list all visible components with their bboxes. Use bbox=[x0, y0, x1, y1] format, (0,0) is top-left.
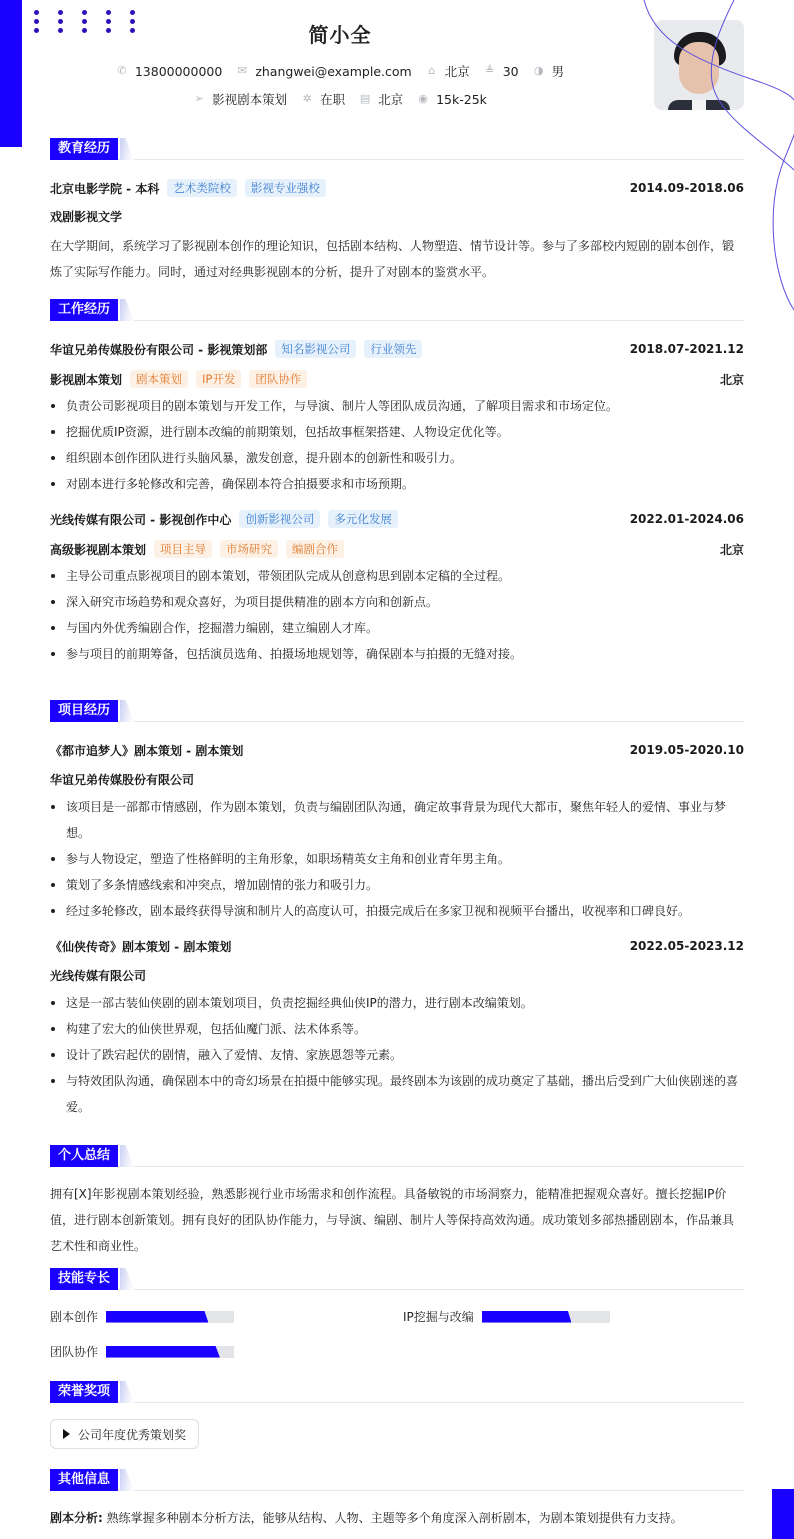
section-title-work bbox=[50, 299, 744, 321]
role-tag: 剧本策划 bbox=[130, 370, 188, 388]
role-title: 高级影视剧本策划 bbox=[50, 542, 147, 557]
project-bullets bbox=[50, 794, 744, 924]
section-title-text: 荣誉奖项 bbox=[50, 1381, 118, 1403]
role-tag: IP开发 bbox=[196, 370, 241, 388]
projects-section bbox=[50, 700, 744, 1120]
location-value: 北京 bbox=[444, 64, 470, 79]
contact-row bbox=[0, 62, 680, 80]
work-section bbox=[50, 299, 744, 667]
project-item bbox=[50, 740, 744, 924]
age-value: 30 bbox=[502, 63, 519, 79]
project-name: 《都市追梦人》剧本策划 - 剧本策划 bbox=[50, 743, 244, 758]
section-title-text: 技能专长 bbox=[50, 1268, 118, 1290]
skill-item bbox=[50, 1308, 403, 1325]
gender-icon: ◑ bbox=[533, 64, 544, 77]
project-header-row bbox=[50, 936, 744, 956]
work-company-row bbox=[50, 339, 744, 359]
send-icon: ➢ bbox=[194, 92, 204, 105]
salary-value: 15k-25k bbox=[436, 91, 487, 107]
gender-item bbox=[533, 62, 565, 80]
role-tag: 项目主导 bbox=[154, 540, 212, 558]
project-date: 2022.05-2023.12 bbox=[629, 939, 744, 953]
school-name: 北京电影学院 - 本科 bbox=[50, 181, 160, 196]
work-role-row bbox=[50, 369, 744, 389]
salary-item bbox=[417, 92, 487, 107]
gender-value: 男 bbox=[551, 64, 565, 79]
bullet-item: 主导公司重点影视项目的剧本策划，带领团队完成从创意构思到剧本定稿的全过程。 bbox=[50, 563, 744, 589]
phone-icon: ✆ bbox=[117, 64, 127, 77]
company-tag: 行业领先 bbox=[364, 340, 422, 358]
company-tag: 知名影视公司 bbox=[275, 340, 356, 358]
education-header-row bbox=[50, 178, 744, 198]
skill-item bbox=[403, 1308, 744, 1325]
award-label: 公司年度优秀策划奖 bbox=[78, 1427, 187, 1442]
work-bullets bbox=[50, 563, 744, 667]
role-tag: 团队协作 bbox=[249, 370, 307, 388]
section-title-text: 教育经历 bbox=[50, 138, 118, 160]
project-date: 2019.05-2020.10 bbox=[629, 743, 744, 757]
section-title-awards bbox=[50, 1381, 744, 1403]
target-city-value: 北京 bbox=[378, 92, 404, 107]
award-item[interactable] bbox=[50, 1419, 199, 1449]
school-tag: 影视专业强校 bbox=[245, 179, 326, 197]
phone-item bbox=[116, 64, 222, 79]
bullet-item: 参与项目的前期筹备，包括演员选角、拍摄场地规划等，确保剧本与拍摄的无缝对接。 bbox=[50, 641, 744, 667]
mail-icon: ✉ bbox=[237, 64, 247, 77]
work-company-row bbox=[50, 509, 744, 529]
section-title-text: 个人总结 bbox=[50, 1145, 118, 1167]
section-title-text: 其他信息 bbox=[50, 1469, 118, 1491]
education-section bbox=[50, 138, 744, 285]
phone-value: 13800000000 bbox=[134, 63, 223, 79]
education-date: 2014.09-2018.06 bbox=[629, 181, 744, 195]
company-name: 光线传媒有限公司 - 影视创作中心 bbox=[50, 512, 232, 527]
bullet-item: 设计了跌宕起伏的剧情，融入了爱情、友情、家族恩怨等元素。 bbox=[50, 1042, 744, 1068]
play-triangle-icon bbox=[63, 1429, 70, 1439]
project-company: 华谊兄弟传媒股份有限公司 bbox=[50, 773, 195, 787]
right-accent-bar bbox=[772, 1489, 794, 1539]
section-title-text: 项目经历 bbox=[50, 700, 118, 722]
other-info-label: 剧本分析: bbox=[50, 1511, 103, 1525]
work-date: 2018.07-2021.12 bbox=[629, 342, 744, 356]
company-tag: 多元化发展 bbox=[328, 510, 398, 528]
school-tag: 艺术类院校 bbox=[167, 179, 237, 197]
skills-section bbox=[50, 1268, 744, 1360]
bullet-item: 与国内外优秀编剧合作，挖掘潜力编剧，建立编剧人才库。 bbox=[50, 615, 744, 641]
salary-icon: ◉ bbox=[418, 92, 428, 105]
bullet-item: 挖掘优质IP资源，进行剧本改编的前期策划，包括故事框架搭建、人物设定优化等。 bbox=[50, 419, 744, 445]
work-role-row bbox=[50, 539, 744, 559]
project-header-row bbox=[50, 740, 744, 760]
bullet-item: 这是一部古装仙侠剧的剧本策划项目，负责挖掘经典仙侠IP的潜力，进行剧本改编策划。 bbox=[50, 990, 744, 1016]
project-company: 光线传媒有限公司 bbox=[50, 969, 147, 983]
role-title: 影视剧本策划 bbox=[50, 372, 123, 387]
job-intent-row bbox=[0, 90, 680, 108]
bullet-item: 负责公司影视项目的剧本策划与开发工作，与导演、制片人等团队成员沟通，了解项目需求和市场定位。 bbox=[50, 393, 744, 419]
summary-text: 拥有[X]年影视剧本策划经验，熟悉影视行业市场需求和创作流程。具备敏锐的市场洞察力，能精准把握观众喜好。擅长挖掘IP价值，进行剧本创新策划。拥有良好的团队协作能力，与导演、编剧、制片人等保持高效沟通。成功策划多部热播剧剧本，作品兼具艺术性和商业性。 bbox=[50, 1187, 735, 1253]
section-title-education bbox=[50, 138, 744, 160]
bullet-item: 组织剧本创作团队进行头脑风暴，激发创意，提升剧本的创新性和吸引力。 bbox=[50, 445, 744, 471]
work-item bbox=[50, 509, 744, 667]
project-item bbox=[50, 936, 744, 1120]
target-position-value: 影视剧本策划 bbox=[212, 92, 288, 107]
section-title-projects bbox=[50, 700, 744, 722]
candidate-name: 简小全 bbox=[308, 23, 372, 47]
summary-section bbox=[50, 1145, 744, 1259]
section-title-skills bbox=[50, 1268, 744, 1290]
location-item bbox=[426, 62, 470, 80]
section-title-other bbox=[50, 1469, 744, 1491]
skill-bar bbox=[106, 1346, 234, 1358]
other-info-text: 熟练掌握多种剧本分析方法，能够从结构、人物、主题等多个角度深入剖析剧本，为剧本策划提供有力支持。 bbox=[106, 1511, 683, 1525]
age-item bbox=[484, 64, 519, 79]
resume-header bbox=[0, 0, 794, 120]
section-title-text: 工作经历 bbox=[50, 299, 118, 321]
status-icon: ✲ bbox=[302, 92, 312, 105]
project-name: 《仙侠传奇》剧本策划 - 剧本策划 bbox=[50, 939, 232, 954]
skill-bar bbox=[482, 1311, 610, 1323]
skill-bar bbox=[106, 1311, 234, 1323]
target-city-item bbox=[359, 90, 403, 108]
skill-label: IP挖掘与改编 bbox=[403, 1310, 474, 1324]
other-info-section bbox=[50, 1469, 744, 1531]
bullet-item: 经过多轮修改，剧本最终获得导演和制片人的高度认可，拍摄完成后在多家卫视和视频平台播出，收视率和口碑良好。 bbox=[50, 898, 744, 924]
role-tag: 编剧合作 bbox=[286, 540, 344, 558]
company-name: 华谊兄弟传媒股份有限公司 - 影视策划部 bbox=[50, 342, 268, 357]
skill-label: 团队协作 bbox=[50, 1345, 99, 1359]
work-bullets bbox=[50, 393, 744, 497]
age-icon: ≜ bbox=[485, 64, 495, 77]
email-value: zhangwei@example.com bbox=[255, 63, 412, 79]
company-tag: 创新影视公司 bbox=[239, 510, 320, 528]
job-status-item bbox=[301, 90, 345, 108]
skill-item bbox=[50, 1343, 403, 1360]
skill-label: 剧本创作 bbox=[50, 1310, 99, 1324]
work-date: 2022.01-2024.06 bbox=[629, 512, 744, 526]
education-description: 在大学期间，系统学习了影视剧本创作的理论知识，包括剧本结构、人物塑造、情节设计等。参与了多部校内短剧的剧本创作，锻炼了实际写作能力。同时，通过对经典影视剧本的分析，提升了对剧本的鉴赏水平。 bbox=[50, 239, 735, 279]
home-icon: ⌂ bbox=[428, 64, 436, 77]
target-position-item bbox=[193, 90, 287, 108]
major: 戏剧影视文学 bbox=[50, 210, 123, 224]
skills-grid bbox=[50, 1308, 744, 1360]
bullet-item: 深入研究市场趋势和观众喜好，为项目提供精准的剧本方向和创新点。 bbox=[50, 589, 744, 615]
bullet-item: 该项目是一部都市情感剧，作为剧本策划，负责与编剧团队沟通，确定故事背景为现代大都市，聚焦年轻人的爱情、事业与梦想。 bbox=[50, 794, 744, 846]
bullet-item: 构建了宏大的仙侠世界观，包括仙魔门派、法术体系等。 bbox=[50, 1016, 744, 1042]
work-item bbox=[50, 339, 744, 497]
bullet-item: 对剧本进行多轮修改和完善，确保剧本符合拍摄要求和市场预期。 bbox=[50, 471, 744, 497]
job-status-value: 在职 bbox=[320, 92, 346, 107]
bullet-item: 参与人物设定，塑造了性格鲜明的主角形象，如职场精英女主角和创业青年男主角。 bbox=[50, 846, 744, 872]
work-location: 北京 bbox=[719, 542, 744, 557]
email-item bbox=[236, 64, 411, 79]
profile-photo bbox=[654, 20, 744, 110]
awards-section bbox=[50, 1381, 744, 1449]
work-location: 北京 bbox=[719, 372, 744, 387]
project-bullets bbox=[50, 990, 744, 1120]
bullet-item: 与特效团队沟通，确保剧本中的奇幻场景在拍摄中能够实现。最终剧本为该剧的成功奠定了基础，播出后受到广大仙侠剧迷的喜爱。 bbox=[50, 1068, 744, 1120]
bullet-item: 策划了多条情感线索和冲突点，增加剧情的张力和吸引力。 bbox=[50, 872, 744, 898]
building-icon: ▤ bbox=[359, 92, 371, 105]
role-tag: 市场研究 bbox=[220, 540, 278, 558]
other-info-line bbox=[50, 1505, 744, 1531]
section-title-summary bbox=[50, 1145, 744, 1167]
